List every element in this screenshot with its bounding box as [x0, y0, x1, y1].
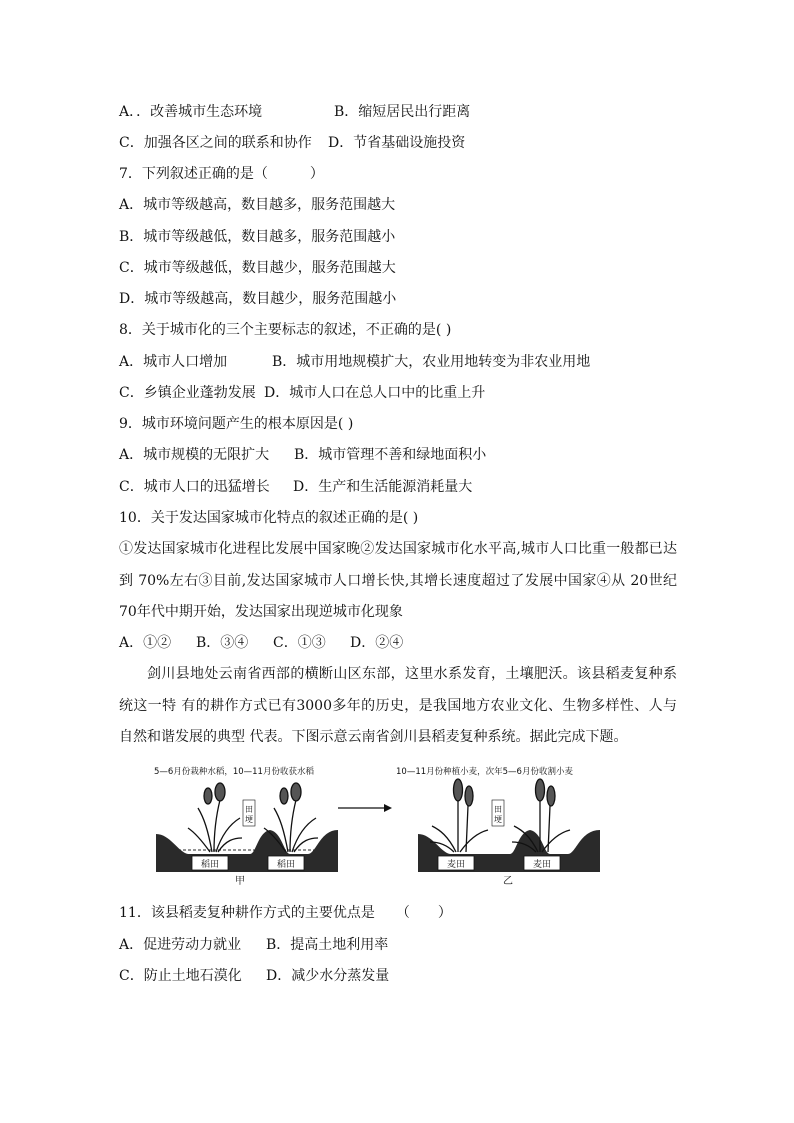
ridge-label-left: 埂 [245, 815, 253, 824]
wheat-field-label-2: 麦田 [532, 860, 552, 870]
q9-option-d: D．生产和生活能源消耗量大 [293, 479, 473, 495]
q6-option-d: D．节省基础设施投资 [328, 135, 466, 151]
rice-caption: 5—6月份栽种水稻，10—11月份收获水稻 [154, 767, 314, 777]
q7-stem: 7．下列叙述正确的是（ ） [119, 166, 324, 182]
q9-option-c: C．城市人口的迅猛增长 [119, 479, 270, 495]
arrow-head-icon [384, 804, 392, 812]
reading-passage: 剑川县地处云南省西部的横断山区东部，这里水系发育，土壤肥沃。该县稻麦复种系统这一特 有的耕作方式已有3000多年的历史，是我国地方农业文化、生物多样性、人与自然和谐发展的典型 代表。下图示意云南省剑川县稻麦复种系统。据此完成下题。 [119, 666, 677, 745]
q6-option-b: B．缩短居民出行距离 [334, 104, 471, 120]
q7-option-a: A．城市等级越高，数目越多，服务范围越大 [119, 197, 396, 213]
q7-option-b: B．城市等级越低，数目越多，服务范围越小 [119, 229, 396, 245]
q8-option-a: A．城市人口增加 [119, 354, 228, 370]
q9-option-a: A．城市规模的无限扩大 [119, 447, 270, 463]
panel-label-yi: 乙 [503, 876, 513, 886]
wheat-plant-icon [430, 779, 488, 852]
wheat-field-label-1: 麦田 [446, 860, 466, 870]
q7-option-d: D．城市等级越高，数目越少，服务范围越小 [119, 291, 397, 307]
q9-stem: 9．城市环境问题产生的根本原因是( ) [119, 416, 354, 432]
q11-option-a: A．促进劳动力就业 [119, 937, 242, 953]
ridge-label-right: 埂 [494, 815, 502, 824]
q10-stem: 10．关于发达国家城市化特点的叙述正确的是( ) [119, 510, 419, 526]
rice-plant-icon [188, 783, 242, 852]
q11-option-c: C．防止土地石漠化 [119, 968, 242, 984]
q10-statements: ①发达国家城市化进程比发展中国家晚②发达国家城市化水平高,城市人口比重一般都已达到 70%左右③目前,发达国家城市人口增长快,其增长速度超过了发展中国家④从 20世纪 70年代中期开始，发达国家出现逆城市化现象 [119, 541, 677, 620]
q7-option-c: C．城市等级越低，数目越少，服务范围越大 [119, 260, 396, 276]
q10-option-a: A．①② [119, 635, 172, 651]
panel-label-jia: 甲 [235, 876, 245, 886]
q11-option-d: D．减少水分蒸发量 [266, 968, 390, 984]
rice-field-label-1: 稻田 [200, 860, 220, 870]
q8-option-d: D．城市人口在总人口中的比重上升 [264, 385, 486, 401]
q10-option-b: B．③④ [196, 635, 249, 651]
q6-option-a: A．．改善城市生态环境 [119, 104, 263, 120]
wheat-caption: 10—11月份种植小麦，次年5—6月份收割小麦 [396, 767, 573, 777]
q9-option-b: B．城市管理不善和绿地面积小 [294, 447, 487, 463]
q11-option-b: B．提高土地利用率 [266, 937, 389, 953]
q8-stem: 8．关于城市化的三个主要标志的叙述，不正确的是( ) [119, 322, 452, 338]
ridge-label-right: 田 [494, 805, 502, 814]
q8-option-c: C．乡镇企业蓬勃发展 [119, 385, 256, 401]
rice-field-label-2: 稻田 [276, 860, 296, 870]
q8-option-b: B．城市用地规模扩大，农业用地转变为非农业用地 [272, 354, 591, 370]
rice-wheat-rotation-figure [148, 760, 608, 886]
q11-stem: 11．该县稻麦复种耕作方式的主要优点是 （ ） [119, 905, 452, 921]
q10-option-d: D．②④ [350, 635, 404, 651]
q10-option-c: C．①③ [273, 635, 326, 651]
q6-option-c: C．加强各区之间的联系和协作 [119, 135, 312, 151]
ridge-label-left: 田 [245, 805, 253, 814]
rice-field-ground [156, 830, 338, 872]
